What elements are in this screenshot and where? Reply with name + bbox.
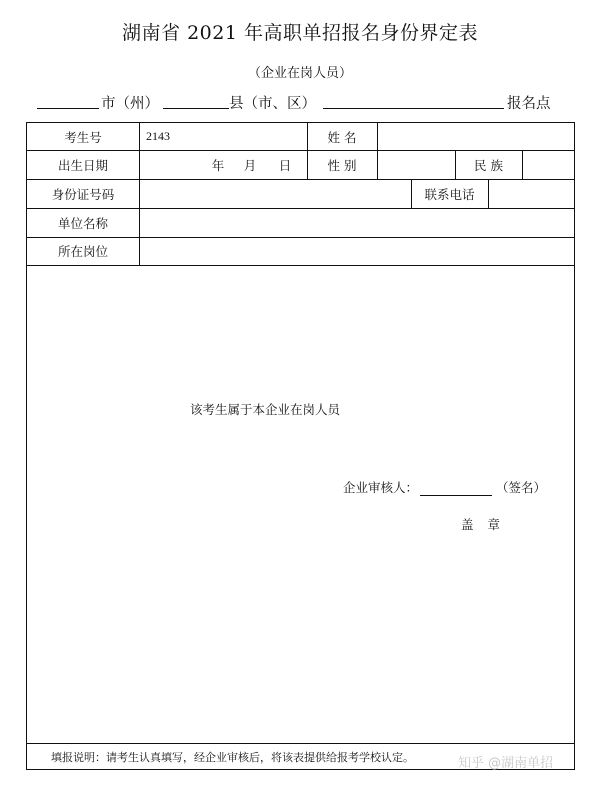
sign-label: （签名） bbox=[496, 480, 547, 495]
page-title: 湖南省 2021 年高职单招报名身份界定表 bbox=[122, 22, 478, 44]
seal-label: 盖章 bbox=[461, 517, 515, 532]
signature-blank[interactable] bbox=[420, 483, 492, 496]
gender-field[interactable] bbox=[378, 150, 454, 179]
exam-no-field[interactable]: 2143 bbox=[146, 129, 170, 143]
company-name-field[interactable] bbox=[140, 208, 574, 237]
reviewer-label: 企业审核人： bbox=[343, 480, 419, 495]
reviewer-signature-line bbox=[343, 478, 546, 496]
phone-field[interactable] bbox=[489, 179, 575, 208]
id-number-field[interactable] bbox=[140, 179, 410, 208]
ethnicity-field[interactable] bbox=[523, 150, 575, 179]
row-divider bbox=[27, 743, 574, 744]
ethnicity-label: 民 族 bbox=[474, 157, 503, 173]
exam-no-label: 考生号 bbox=[64, 129, 102, 145]
row-divider bbox=[27, 265, 574, 266]
birth-date-label: 出生日期 bbox=[57, 157, 108, 173]
watermark: 知乎 @湖南单招 bbox=[458, 756, 554, 771]
city-label: 市（州） bbox=[101, 96, 159, 112]
name-field[interactable] bbox=[378, 123, 574, 150]
name-label: 姓 名 bbox=[327, 129, 357, 145]
post-field[interactable] bbox=[140, 237, 574, 265]
filling-instructions: 填报说明：请考生认真填写，经企业审核后，将该表提供给报考学校认定。 bbox=[51, 751, 414, 764]
gender-label: 性 别 bbox=[327, 157, 357, 173]
post-label: 所在岗位 bbox=[57, 244, 108, 259]
page-subtitle: （企业在岗人员） bbox=[247, 66, 352, 81]
city-blank[interactable] bbox=[37, 108, 99, 109]
month-label: 月 bbox=[243, 157, 257, 173]
county-label: 县（市、区） bbox=[229, 96, 316, 112]
year-label: 年 bbox=[211, 157, 225, 173]
phone-label: 联系电话 bbox=[424, 186, 475, 202]
county-blank[interactable] bbox=[163, 108, 229, 109]
day-label: 日 bbox=[278, 157, 292, 173]
site-label: 报名点 bbox=[507, 96, 551, 112]
company-name-label: 单位名称 bbox=[57, 215, 108, 231]
employment-statement: 该考生属于本企业在岗人员 bbox=[190, 402, 341, 417]
id-number-label: 身份证号码 bbox=[51, 186, 115, 202]
identity-form bbox=[26, 122, 575, 770]
site-blank[interactable] bbox=[323, 108, 504, 109]
